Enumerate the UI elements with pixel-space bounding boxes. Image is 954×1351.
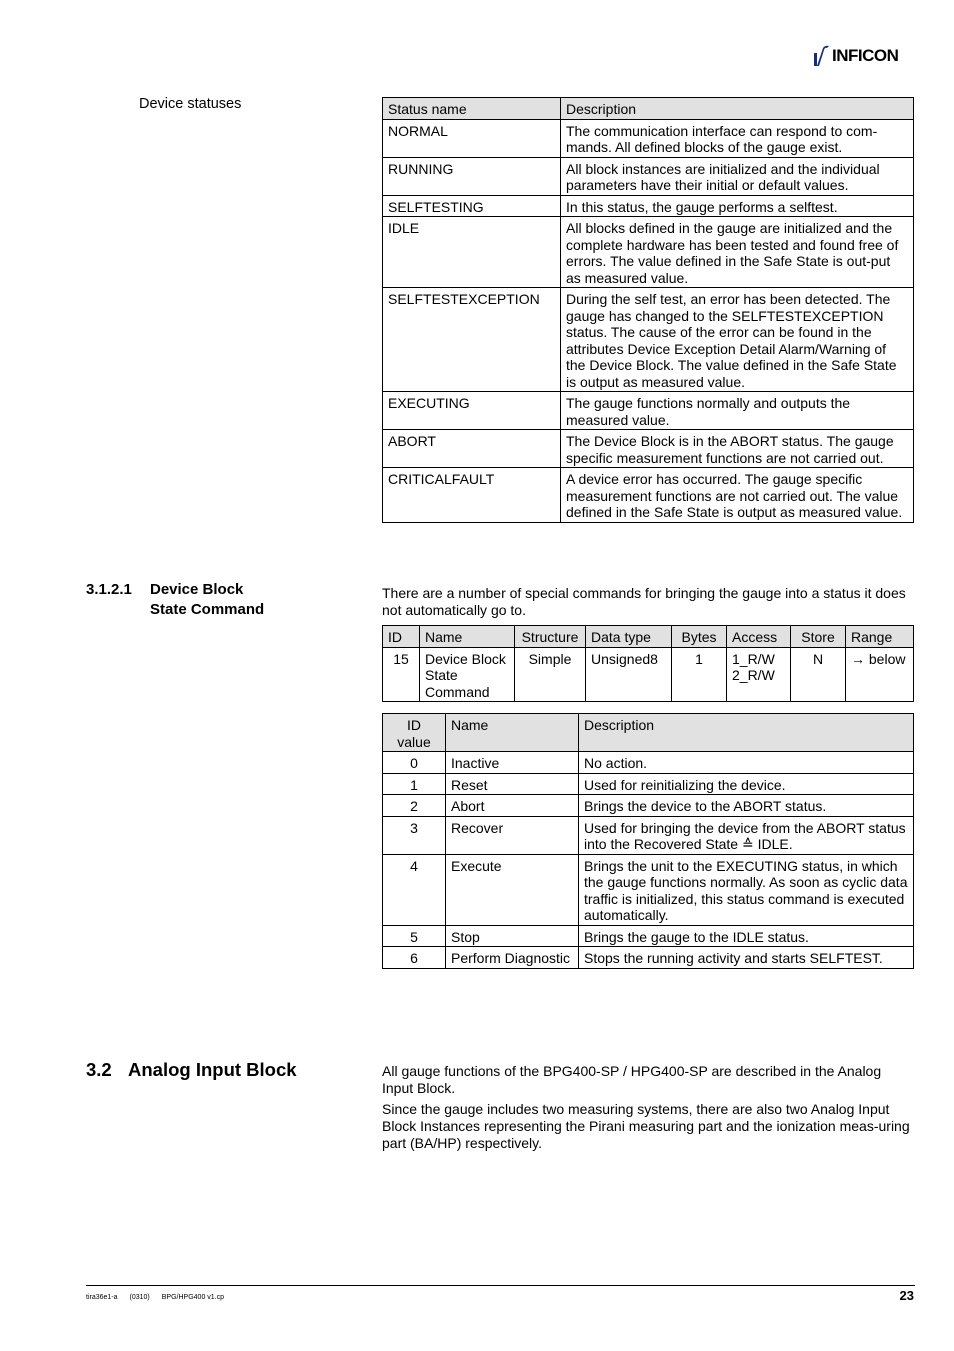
value-id: 5 [383,925,446,947]
status-description: In this status, the gauge performs a selftest. [561,195,914,217]
col-header-description: Description [579,714,914,752]
status-description: The communication interface can respond to com-mands. All defined blocks of the gauge exist. [561,119,914,157]
inficon-logo-icon [814,45,830,67]
value-id: 6 [383,947,446,969]
table-row [383,119,914,157]
value-name: Stop [446,925,579,947]
section-32-heading [86,1059,297,1081]
section-number: 3.2 [86,1059,112,1080]
section-32-para2: Since the gauge includes two measuring systems, there are also two Analog Input Block Instances representing the Pirani measuring part and the ionization meas-uring part (BA/HP) respectively. [382,1101,910,1151]
status-name: IDLE [383,217,561,288]
status-description: During the self test, an error has been detected. The gauge has changed to the SELFTESTEXCEPTION status. The cause of the error can be found in the attributes Device Exception Detail Alarm/Warning of the Device Block. The value defined in the Safe State is output as measured value. [561,288,914,392]
table-row [383,430,914,468]
footer-doc-id: tira36e1-a [86,1294,118,1301]
status-description: The Device Block is in the ABORT status. The gauge specific measurement functions are not carried out. [561,430,914,468]
attr-bytes: 1 [672,647,727,702]
value-id: 2 [383,795,446,817]
footer-file: BPG/HPG400 v1.cp [161,1294,225,1301]
attribute-table [382,625,914,702]
status-name: NORMAL [383,119,561,157]
status-description: All block instances are initialized and the individual parameters have their initial or default values. [561,157,914,195]
col-header-data-type: Data type [586,626,672,648]
status-description: The gauge functions normally and outputs the measured value. [561,392,914,430]
section-title-line2: State Command [150,601,265,618]
value-id: 0 [383,752,446,774]
status-description: All blocks defined in the gauge are initialized and the complete hardware has been tested and found free of errors. The value defined in the Safe State is out-put as measured value. [561,217,914,288]
value-description: Brings the device to the ABORT status. [579,795,914,817]
attr-store: N [791,647,846,702]
col-header-store: Store [791,626,846,648]
status-name: ABORT [383,430,561,468]
table-row [383,947,914,969]
section-3121-heading [86,580,264,620]
attr-id: 15 [383,647,420,702]
col-header-bytes: Bytes [672,626,727,648]
page-number: 23 [899,1288,914,1303]
section-number: 3.1.2.1 [86,581,132,598]
section-title: Analog Input Block [128,1059,297,1080]
attr-data-type: Unsigned8 [586,647,672,702]
col-header-structure: Structure [515,626,586,648]
table-row [383,816,914,854]
value-name: Inactive [446,752,579,774]
value-name: Perform Diagnostic [446,947,579,969]
attr-structure: Simple [515,647,586,702]
status-description: A device error has occurred. The gauge specific measurement functions are not carried out. The value defined in the Safe State is output as measured value. [561,468,914,523]
status-table-header [383,98,914,120]
col-header-range: Range [846,626,914,648]
status-name: CRITICALFAULT [383,468,561,523]
status-name: RUNNING [383,157,561,195]
footer-doc-info [86,1294,236,1301]
footer-date-code: (0310) [129,1294,150,1301]
table-row [383,773,914,795]
table-row [383,854,914,925]
table-row [383,795,914,817]
value-description: Used for reinitializing the device. [579,773,914,795]
value-table [382,713,914,969]
value-name: Execute [446,854,579,925]
table-row [383,217,914,288]
section-3121-intro: There are a number of special commands for bringing the gauge into a status it does not automatically go to. [382,585,906,618]
value-id: 4 [383,854,446,925]
value-description: Brings the unit to the EXECUTING status, in which the gauge functions normally. As soon as cyclic data traffic is initialized, this status command is executed automatically. [579,854,914,925]
attr-access: 1_R/W 2_R/W [727,647,791,702]
inficon-logo [814,44,898,68]
value-id: 3 [383,816,446,854]
value-description: Stops the running activity and starts SELFTEST. [579,947,914,969]
status-name: SELFTESTING [383,195,561,217]
col-header-id-value: ID value [383,714,446,752]
table-row [383,288,914,392]
value-table-header [383,714,914,752]
section-title-line1: Device Block [150,581,244,598]
device-statuses-label: Device statuses [139,96,242,112]
table-row [383,647,914,702]
table-row [383,925,914,947]
attribute-table-header [383,626,914,648]
status-name: SELFTESTEXCEPTION [383,288,561,392]
footer-divider [86,1285,915,1286]
attr-range: → below [846,647,914,702]
table-row [383,752,914,774]
table-row [383,468,914,523]
col-header-description: Description [561,98,914,120]
value-id: 1 [383,773,446,795]
logo-text: INFICON [832,46,899,65]
table-row [383,392,914,430]
status-table [382,97,914,523]
col-header-id: ID [383,626,420,648]
value-name: Reset [446,773,579,795]
col-header-name: Name [420,626,515,648]
value-description: Brings the gauge to the IDLE status. [579,925,914,947]
col-header-status-name: Status name [383,98,561,120]
value-name: Abort [446,795,579,817]
table-row [383,157,914,195]
col-header-access: Access [727,626,791,648]
value-description: No action. [579,752,914,774]
value-name: Recover [446,816,579,854]
table-row [383,195,914,217]
col-header-name: Name [446,714,579,752]
status-name: EXECUTING [383,392,561,430]
attr-name: Device Block State Command [420,647,515,702]
section-32-para1: All gauge functions of the BPG400-SP / HPG400-SP are described in the Analog Input Block. [382,1063,882,1096]
value-description: Used for bringing the device from the ABORT status into the Recovered State ≙ IDLE. [579,816,914,854]
